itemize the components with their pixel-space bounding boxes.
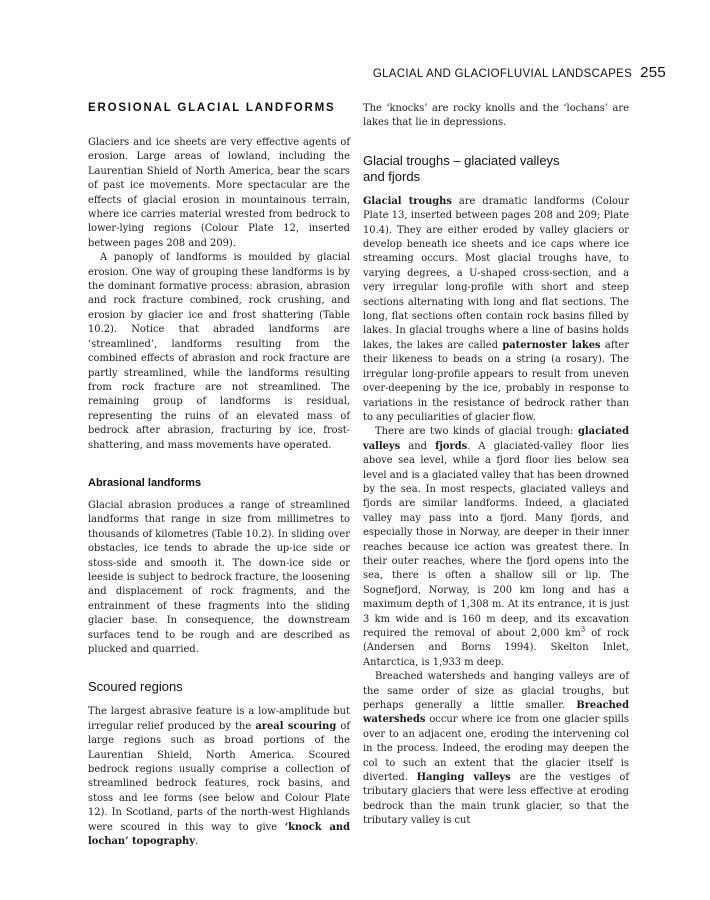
subheading-scoured-regions: Scoured regions — [88, 679, 183, 695]
paragraph-scouring: The largest abrasive feature is a low-amplitude but irregular relief produced by the areal scouring of large regions such as broad portions of the Laurentian Shield, North America. Scoured bedrock regions usually comprise a collection of streamlined bedrock features, rock basins, and stoss and lee forms (see below and Colour Plate 12). In Scotland, parts of the north-west Highlands were scoured in this way to give ‘knock and lochan’ topography. — [88, 706, 351, 848]
paragraph-panoply: A panoply of landforms is moulded by glacial erosion. One way of grouping these landforms is by the dominant formative process: abrasion, abrasion and rock fracture combined, rock crushing, and erosion by glacier ice and frost shattering (Table 10.2). Notice that abraded landforms are ‘streamlined’, landforms resulting from the combined effects of abrasion and rock fracture are partly streamlined, while the landforms resulting from rock fracture are not streamlined. The remaining group of landforms is residual, representing the ruins of an elevated mass of bedrock after abrasion, fracturing by ice, frost-shattering, and mass movements have operated. — [88, 252, 350, 451]
section-heading-erosional: EROSIONAL GLACIAL LANDFORMS — [88, 102, 336, 114]
term-glacial-troughs: Glacial troughs — [363, 195, 452, 207]
term-paternoster-lakes: paternoster lakes — [502, 339, 601, 351]
paragraph-breached-watersheds: Breached watersheds and hanging valleys are of the same order of size as glacial troughs, but perhaps generally a little smaller. Breached watersheds occur where ice from one glacier spills over to an adjacent one, eroding the intervening col in the process. Indeed, the eroding may deepen the col to such an extent that the glacier itself is diverted. Hanging valleys are the vestiges of tributary glaciers that were less effective at eroding bedrock than the main trunk glacier, so that the tributary valley is cut — [363, 671, 629, 827]
page-number: 255 — [640, 64, 666, 81]
term-fjords: fjords — [435, 440, 468, 452]
subheading-abrasional: Abrasional landforms — [88, 476, 202, 489]
running-title: GLACIAL AND GLACIOFLUVIAL LANDSCAPES — [372, 68, 633, 80]
paragraph-trough-kinds: There are two kinds of glacial trough: glaciated valleys and fjords. A glaciated-valley floor lies above sea level, while a fjord floor lies below sea level and is a glaciated valley that has been drowned by the sea. In most respects, glaciated valleys and fjords are similar landforms. Indeed, a glaciated valley may pass into a fjord. Many fjords, and especially those in Norway, are deeper in their inner reaches because ice action was greatest there. In their outer reaches, where the fjord opens into the sea, there is often a shallow sill or lip. The Sognefjord, Norway, is 200 km long and has a maximum depth of 1,308 m. At its entrance, it is just 3 km wide and is 160 m deep, and its excavation required the removal of about 2,000 $km^3$ of rock (Andersen and Borns 1994). Skelton Inlet, Antarctica, is 1,933 m deep. — [363, 426, 630, 668]
subheading-glacial-troughs: Glacial troughs – glaciated valleys and fjords — [363, 152, 560, 184]
left-column — [88, 102, 350, 849]
term-areal-scouring: areal scouring — [255, 720, 337, 732]
term-knock-lochan: ‘knock and lochan’ topography — [88, 821, 350, 848]
term-hanging-valleys: Hanging valleys — [416, 772, 511, 784]
running-head — [358, 64, 666, 81]
term-glaciated-valleys: glaciated valleys — [363, 426, 629, 452]
paragraph-glacial-troughs: Glacial troughs are dramatic landforms (Colour Plate 13, inserted between pages 208 and 209; Plate 10.4). They are either eroded by valley glaciers or develop beneath ice sheets and ice caps where ice streaming occurs. Most glacial troughs have, to varying degrees, a U-shaped cross-section, and a very irregular long-profile with short and steep sections alternating with long and flat sections. The long, flat sections often contain rock basins filled by lakes. In glacial troughs where a line of basins holds lakes, the lakes are called paternoster lakes after their likeness to beads on a string (a rosary). The irregular long-profile appears to result from uneven over-deepening by the ice, probably in response to variations in the resistance of bedrock rather than to any peculiarities of glacier flow. — [363, 195, 629, 423]
paragraph-knocks: The ‘knocks’ are rocky knolls and the ‘lochans’ are lakes that lie in depressions. — [363, 103, 629, 129]
term-breached-watersheds: Breached watersheds — [363, 700, 629, 726]
right-column — [363, 102, 629, 829]
paragraph-erosion-intro: Glaciers and ice sheets are very effective agents of erosion. Large areas of lowland, including the Laurentian Shield of North America, bear the scars of past ice movements. More spectacular are the effects of glacial erosion in mountainous terrain, where ice carries material wrested from bedrock to lower-lying regions (Colour Plate 12, inserted between pages 208 and 209). — [88, 137, 350, 249]
paragraph-abrasion: Glacial abrasion produces a range of streamlined landforms that range in size from millimetres to thousands of kilometres (Table 10.2). In sliding over obstacles, ice tends to abrade the up-ice side or stoss-side and smooth it. The down-ice side or leeside is subject to bedrock fracture, the loosening and displacement of rock fragments, and the entrainment of these fragments into the sliding glacier base. In consequence, the downstream surfaces tend to be rough and are described as plucked and quarried. — [88, 499, 350, 655]
